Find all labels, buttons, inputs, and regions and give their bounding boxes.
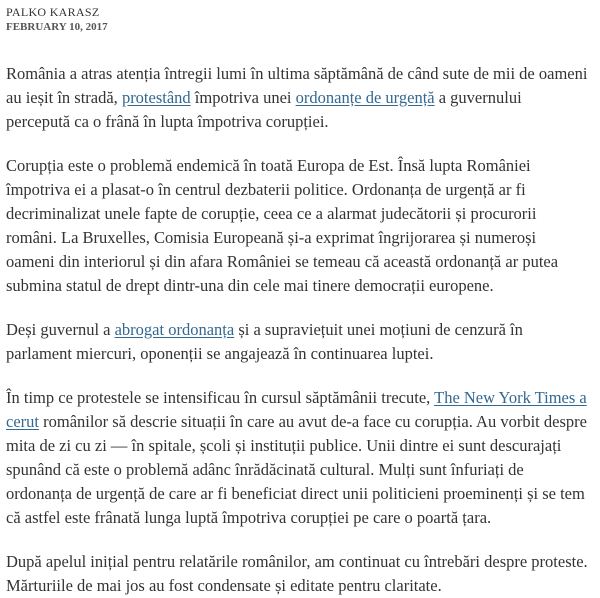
paragraph-text: În timp ce protestele se intensificau în cursul săptămânii trecute, [6, 388, 435, 407]
paragraph-text: România a atras atenția întregii lumi în ultima săptămână de când sute de mii de oameni au ieșit în stradă, [6, 64, 588, 107]
author-name[interactable]: PALKO KARASZ [6, 5, 100, 19]
paragraph-repeal [6, 318, 588, 366]
publish-date-month: FEBRUARY [6, 21, 67, 33]
paragraph-text: românilor să descrie situații în care au avut de-a face cu corupția. Au vorbit despre mita de zi cu zi — în spitale, școli și instituții publice. Unii dintre ei sunt descurajați spunând că este o problemă adânc înrădăcinată cultural. Mulți sunt înfuriați de ordonanța de urgență de care ar fi beneficiat direct unii politicieni proeminenți și se tem că astfel este frânată lunga luptă împotriva corupției pe care o poartă țara. [6, 412, 587, 527]
link-ordonante-de-urgenta[interactable]: ordonanțe de urgență [295, 88, 435, 107]
byline [6, 0, 588, 34]
link-protestand[interactable]: protestând [121, 88, 191, 107]
link-abrogat-ordonanta[interactable]: abrogat ordonanța [114, 320, 235, 339]
paragraph-nyt-request [6, 386, 588, 530]
paragraph-text: împotriva unei [190, 88, 296, 107]
publish-date [6, 20, 588, 34]
paragraph-followup: După apelul inițial pentru relatările românilor, am continuat cu întrebări despre proteste. Mărturiile de mai jos au fost condensate și editate pentru claritate. [6, 552, 588, 595]
link-nyt-a-cerut[interactable]: The New York Times a cerut [6, 388, 587, 431]
paragraph-text: Deși guvernul a [6, 320, 115, 339]
paragraph-intro [6, 62, 588, 134]
paragraph-text: a guvernului percepută ca o frână în lupta împotriva corupției. [6, 88, 522, 131]
paragraph-text: și a supraviețuit unei moțiuni de cenzură în parlament miercuri, oponenții se angajează în continuarea luptei. [6, 320, 523, 363]
paragraph-corruption: Corupția este o problemă endemică în toată Europa de Est. Însă lupta României împotriva ei a plasat-o în centrul dezbaterii politice. Ordonanța de urgență ar fi decriminalizat unele fapte de corupție, ceea ce a alarmat judecătorii și procurorii români. La Bruxelles, Comisia Europeană și-a exprimat îngrijorarea și numeroși oameni din interiorul și din afara României se temeau că această ordonanță ar putea submina statul de drept dintr-una din cele mai tinere democrații europene. [6, 156, 559, 295]
publish-date-day-year: 10, 2017 [69, 21, 108, 33]
